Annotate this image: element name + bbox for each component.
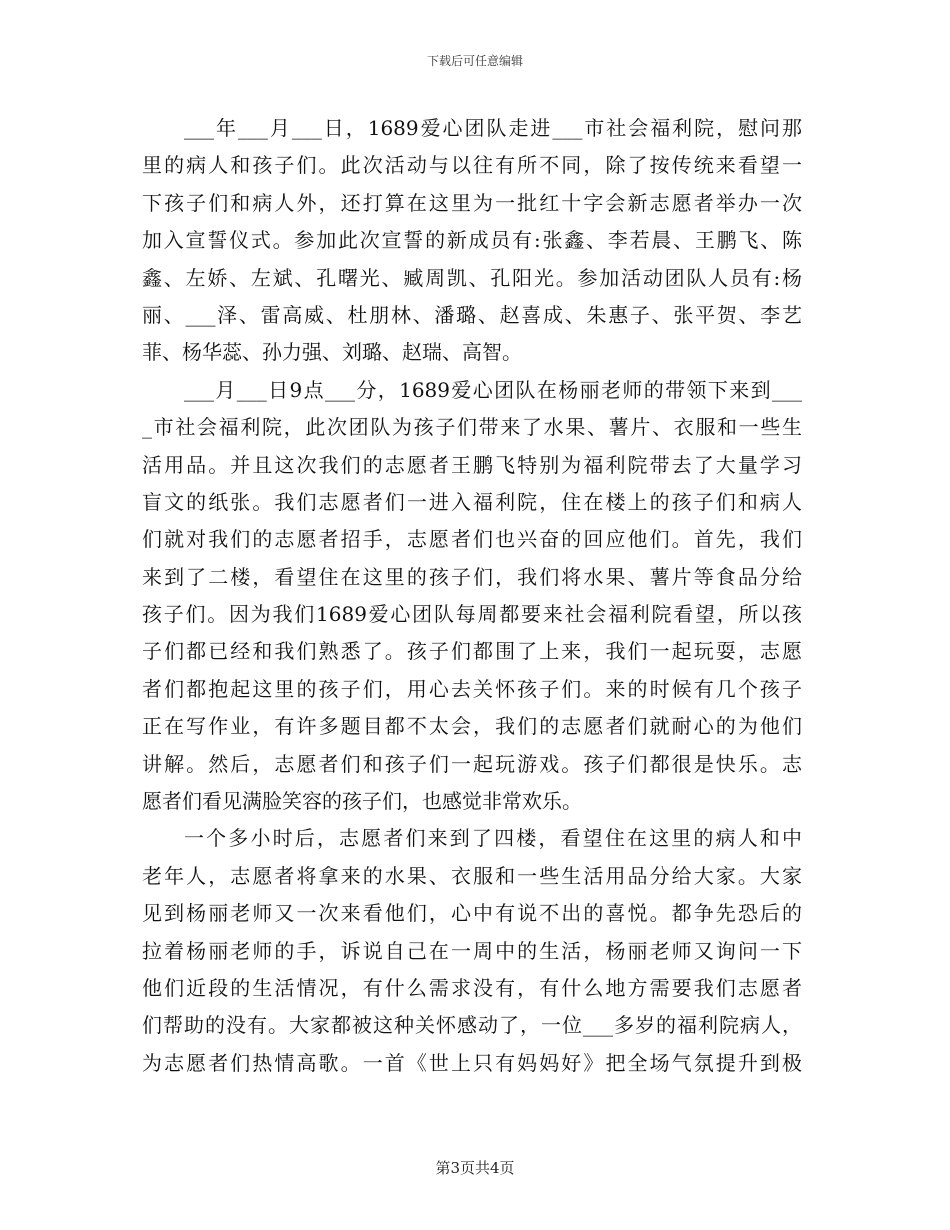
text-line: 老年人，志愿者将拿来的水果、衣服和一些生活用品分给大家。大家 xyxy=(142,863,802,888)
text-line: 来到了二楼，看望住在这里的孩子们，我们将水果、薯片等食品分给 xyxy=(142,564,802,589)
text-line: 拉着杨丽老师的手，诉说自己在一周中的生活，杨丽老师又询问一下 xyxy=(142,938,802,963)
text-line: 正在写作业，有许多题目都不太会，我们的志愿者们就耐心的为他们 xyxy=(142,714,802,739)
text-line: 愿者们看见满脸笑容的孩子们，也感觉非常欢乐。 xyxy=(142,789,582,814)
text-line: 鑫、左娇、左斌、孔曙光、臧周凯、孔阳光。参加活动团队人员有:杨 xyxy=(142,265,802,290)
paragraph xyxy=(142,372,802,821)
text-line: 讲解。然后，志愿者们和孩子们一起玩游戏。孩子们都很是快乐。志 xyxy=(142,751,802,776)
text-line: 盲文的纸张。我们志愿者们一进入福利院，住在楼上的孩子们和病人 xyxy=(142,489,802,514)
text-line: _市社会福利院，此次团队为孩子们带来了水果、薯片、衣服和一些生 xyxy=(142,415,802,440)
text-line: 加入宣誓仪式。参加此次宣誓的新成员有:张鑫、李若晨、王鹏飞、陈 xyxy=(142,228,802,253)
page-number: 第3页共4页 xyxy=(435,1159,515,1177)
text-line: 者们都抱起这里的孩子们，用心去关怀孩子们。来的时候有几个孩子 xyxy=(142,676,802,701)
paragraph xyxy=(142,820,802,1082)
text-line: 子们都已经和我们熟悉了。孩子们都围了上来，我们一起玩耍，志愿 xyxy=(142,639,802,664)
text-line: ___月___日9点___分，1689爱心团队在杨丽老师的带领下来到___ xyxy=(184,377,802,402)
text-line: 孩子们。因为我们1689爱心团队每周都要来社会福利院看望，所以孩 xyxy=(142,602,802,627)
text-line: 里的病人和孩子们。此次活动与以往有所不同，除了按传统来看望一 xyxy=(142,153,802,178)
text-line: 他们近段的生活情况，有什么需求没有，有什么地方需要我们志愿者 xyxy=(142,975,802,1000)
text-line: 见到杨丽老师又一次来看他们，心中有说不出的喜悦。都争先恐后的 xyxy=(142,901,802,926)
text-line: 下孩子们和病人外，还打算在这里为一批红十字会新志愿者举办一次 xyxy=(142,190,802,215)
text-line: 为志愿者们热情高歌。一首《世上只有妈妈好》把全场气氛提升到极 xyxy=(142,1050,802,1075)
document-body xyxy=(142,110,802,1082)
text-line: 菲、杨华蕊、孙力强、刘璐、赵瑞、高智。 xyxy=(142,340,522,365)
text-line: 活用品。并且这次我们的志愿者王鹏飞特别为福利院带去了大量学习 xyxy=(142,452,802,477)
page-header: 下载后可任意编辑 xyxy=(426,54,523,68)
paragraph xyxy=(142,110,802,372)
text-line: 丽、___泽、雷高威、杜朋林、潘璐、赵喜成、朱惠子、张平贺、李艺 xyxy=(142,302,802,327)
text-line: 们帮助的没有。大家都被这种关怀感动了，一位___多岁的福利院病人， xyxy=(142,1013,802,1038)
text-line: ___年___月___日，1689爱心团队走进___市社会福利院，慰问那 xyxy=(184,116,802,140)
text-line: 一个多小时后，志愿者们来到了四楼，看望住在这里的病人和中 xyxy=(184,826,802,851)
text-line: 们就对我们的志愿者招手，志愿者们也兴奋的回应他们。首先，我们 xyxy=(142,527,802,552)
